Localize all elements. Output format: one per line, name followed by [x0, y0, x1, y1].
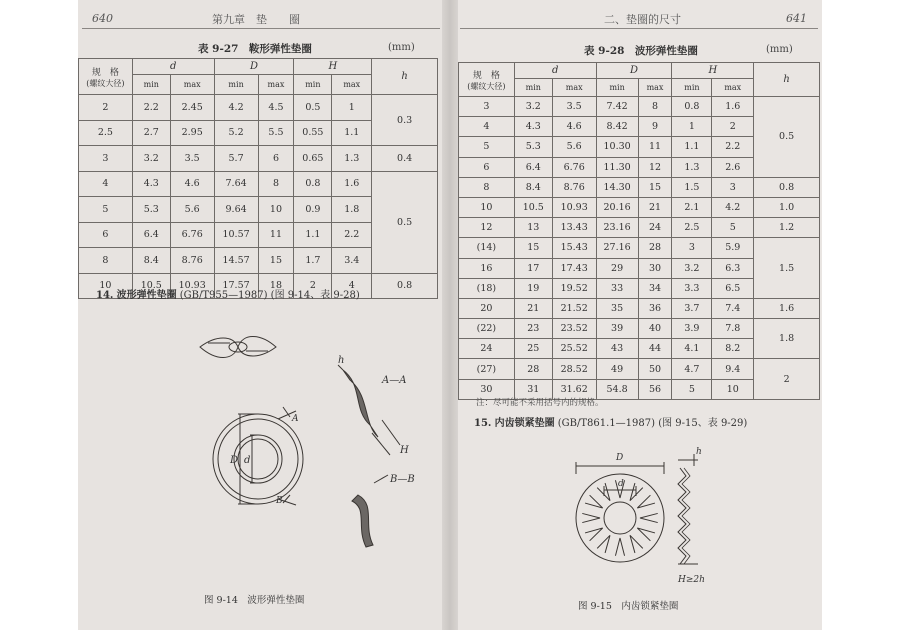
table-cell: 7.64: [214, 171, 258, 197]
figure-label-aa: A—A: [382, 375, 407, 386]
table-cell: 15: [258, 248, 294, 274]
table-cell: 8.42: [596, 117, 638, 137]
left-header-h: h: [372, 59, 438, 95]
table-row: [459, 359, 820, 379]
table-cell-h: 1.5: [754, 238, 820, 299]
table-cell: 14.30: [596, 177, 638, 197]
table-cell-h: 0.5: [372, 171, 438, 273]
table-row: [459, 197, 820, 217]
table-cell-h: 1.8: [754, 319, 820, 359]
table-cell-h: 2: [754, 359, 820, 399]
table-cell: 9.4: [712, 359, 754, 379]
left-table-title: 表 9-27 鞍形弹性垫圈: [198, 43, 312, 55]
table-cell: 2.5: [672, 218, 712, 238]
table-cell: 4.3: [514, 117, 552, 137]
section-bb-view: [352, 475, 388, 547]
table-cell: 4: [79, 171, 133, 197]
table-cell: 10.30: [596, 137, 638, 157]
table-cell: 5: [459, 137, 515, 157]
table-cell: 20: [459, 298, 515, 318]
table-row: [79, 95, 438, 121]
right-header-h: h: [754, 63, 820, 97]
left-header-d: d: [132, 59, 214, 75]
table-cell: 2.1: [672, 197, 712, 217]
table-cell: 6.5: [712, 278, 754, 298]
right-header-H-min: min: [672, 79, 712, 97]
table-cell: 5.3: [514, 137, 552, 157]
table-cell: 28: [514, 359, 552, 379]
left-table-unit: (mm): [388, 42, 415, 53]
table-cell: 1.3: [332, 146, 372, 172]
table-cell: 34: [638, 278, 672, 298]
table-cell-h: 1.2: [754, 218, 820, 238]
table-cell: 11.30: [596, 157, 638, 177]
left-chapter-header: 第九章 垫 圈: [212, 13, 300, 26]
washer-tooth: [637, 495, 655, 508]
figure-9-14-caption: 图 9-14 波形弹性垫圈: [204, 595, 305, 606]
table-cell-h: 0.4: [372, 146, 438, 172]
table-row: [459, 319, 820, 339]
table-cell: 1.6: [332, 171, 372, 197]
table-cell: 2.2: [132, 95, 170, 121]
table-cell: 1.3: [672, 157, 712, 177]
table-cell: 5.7: [214, 146, 258, 172]
table-cell: 25.52: [552, 339, 596, 359]
wave-washer-front-view: [213, 407, 303, 505]
table-cell: 4.2: [712, 197, 754, 217]
left-header-D-min: min: [214, 75, 258, 95]
right-section-heading: 15. 内齿锁紧垫圈 (GB/T861.1—1987) (图 9-15、表 9-29): [474, 418, 748, 429]
table-cell: 5.9: [712, 238, 754, 258]
table-cell: 5.2: [214, 120, 258, 146]
table-cell: 40: [638, 319, 672, 339]
table-cell: 28: [638, 238, 672, 258]
table-cell: 15: [514, 238, 552, 258]
table-cell: 14.57: [214, 248, 258, 274]
right-header-D-max: max: [638, 79, 672, 97]
table-row: [459, 177, 820, 197]
left-header-H-max: max: [332, 75, 372, 95]
table-cell: 21: [638, 197, 672, 217]
table-row: [459, 97, 820, 117]
figure-label-H: H: [400, 445, 409, 456]
table-cell: 9.64: [214, 197, 258, 223]
table-cell: (18): [459, 278, 515, 298]
washer-tooth: [640, 513, 658, 522]
table-cell: 13: [514, 218, 552, 238]
right-header-D-min: min: [596, 79, 638, 97]
table-cell: 49: [596, 359, 638, 379]
figure15-label-D: D: [616, 453, 624, 463]
table-cell: 7.42: [596, 97, 638, 117]
table-row: [459, 218, 820, 238]
figure-9-15: [558, 440, 798, 590]
table-cell: 5: [672, 379, 712, 399]
washer-tooth: [637, 528, 655, 541]
figure15-label-d: d: [618, 479, 624, 489]
left-page: [78, 0, 442, 630]
table-cell: 6: [79, 222, 133, 248]
table-cell: 1: [332, 95, 372, 121]
table-cell: 2.7: [132, 120, 170, 146]
right-table-unit: (mm): [766, 44, 793, 55]
table-cell: (22): [459, 319, 515, 339]
figure15-label-H: H≥2h: [678, 575, 705, 585]
left-page-number: 640: [92, 12, 113, 25]
table-cell-h: 1.6: [754, 298, 820, 318]
table-cell: 36: [638, 298, 672, 318]
table-cell: 2.5: [79, 120, 133, 146]
table-cell: 10.57: [214, 222, 258, 248]
table-row: [79, 146, 438, 172]
table-cell: 6: [459, 157, 515, 177]
right-section-header: 二、垫圈的尺寸: [604, 13, 681, 26]
table-cell: 19.52: [552, 278, 596, 298]
table-cell: 5.6: [170, 197, 214, 223]
figure-label-D: D: [230, 455, 239, 466]
washer-tooth: [585, 528, 603, 541]
table-cell: 31.62: [552, 379, 596, 399]
right-table-title: 表 9-28 波形弹性垫圈: [584, 45, 698, 57]
table-cell: 2: [79, 95, 133, 121]
table-cell: 10: [79, 273, 133, 299]
wave-washer-top-view: [200, 337, 276, 358]
right-table-note: 注：尽可能不采用括号内的规格。: [476, 398, 604, 408]
table-cell: 3.5: [552, 97, 596, 117]
table-cell: 5.5: [258, 120, 294, 146]
table-cell: 1.7: [294, 248, 332, 274]
table-cell: 27.16: [596, 238, 638, 258]
table-cell: 0.9: [294, 197, 332, 223]
right-table: [458, 62, 820, 400]
table-cell: 23: [514, 319, 552, 339]
washer-tooth: [597, 535, 610, 553]
figure-9-15-caption: 图 9-15 内齿锁紧垫圈: [578, 601, 679, 612]
table-cell: 24: [459, 339, 515, 359]
table-cell: 1.1: [672, 137, 712, 157]
table-cell-h: 0.5: [754, 97, 820, 178]
right-header-H: H: [672, 63, 754, 79]
table-cell: 21: [514, 298, 552, 318]
table-cell: 4: [459, 117, 515, 137]
figure-label-h: h: [338, 355, 345, 366]
table-cell: 6.3: [712, 258, 754, 278]
table-cell: 3.2: [514, 97, 552, 117]
right-header-H-max: max: [712, 79, 754, 97]
washer-tooth: [585, 495, 603, 508]
table-cell: 4.7: [672, 359, 712, 379]
left-header-D-max: max: [258, 75, 294, 95]
table-cell: 44: [638, 339, 672, 359]
left-section-heading: 14. 波形弹性垫圈 (GB/T955—1987) (图 9-14、表 9-28): [96, 290, 360, 301]
table-cell: 6: [258, 146, 294, 172]
table-cell: 1.1: [294, 222, 332, 248]
table-cell: 8.2: [712, 339, 754, 359]
table-cell: 1.5: [672, 177, 712, 197]
table-cell: 33: [596, 278, 638, 298]
right-header-spec: 规 格 (螺纹大径): [459, 63, 515, 97]
table-cell: (27): [459, 359, 515, 379]
table-cell: 2.45: [170, 95, 214, 121]
table-cell: 6.4: [514, 157, 552, 177]
table-cell: 4.2: [214, 95, 258, 121]
table-cell: 4.1: [672, 339, 712, 359]
table-cell: 4.6: [170, 171, 214, 197]
left-table: [78, 58, 438, 299]
table-cell: 10.5: [132, 273, 170, 299]
table-cell-h: 1.0: [754, 197, 820, 217]
table-cell: 0.8: [672, 97, 712, 117]
figure-label-d: d: [244, 455, 251, 466]
table-cell: 4.6: [552, 117, 596, 137]
table-cell: 13.43: [552, 218, 596, 238]
table-cell: 3: [712, 177, 754, 197]
table-cell: 12: [459, 218, 515, 238]
right-header-d-max: max: [552, 79, 596, 97]
table-cell: 30: [459, 379, 515, 399]
table-cell: 8: [258, 171, 294, 197]
table-cell: 1.6: [712, 97, 754, 117]
table-cell: 4: [332, 273, 372, 299]
washer-tooth: [615, 538, 624, 556]
table-cell: 23.16: [596, 218, 638, 238]
table-cell: 3: [672, 238, 712, 258]
table-cell: 2.95: [170, 120, 214, 146]
table-cell: 1.8: [332, 197, 372, 223]
table-cell: 6.76: [170, 222, 214, 248]
table-cell: 10.5: [514, 197, 552, 217]
table-cell: 6.4: [132, 222, 170, 248]
table-cell: 35: [596, 298, 638, 318]
table-cell: 56: [638, 379, 672, 399]
table-cell: 17: [514, 258, 552, 278]
table-cell: 11: [638, 137, 672, 157]
book-gutter: [442, 0, 458, 630]
table-cell: 10: [459, 197, 515, 217]
table-cell: 17.43: [552, 258, 596, 278]
table-cell: (14): [459, 238, 515, 258]
lock-washer-side-view: [678, 454, 698, 564]
table-cell: 5.6: [552, 137, 596, 157]
table-cell: 10.93: [170, 273, 214, 299]
table-cell: 5: [79, 197, 133, 223]
left-header-H-min: min: [294, 75, 332, 95]
table-cell: 1: [672, 117, 712, 137]
table-cell: 0.55: [294, 120, 332, 146]
table-cell: 7.8: [712, 319, 754, 339]
table-cell: 3: [459, 97, 515, 117]
table-cell: 10.93: [552, 197, 596, 217]
table-cell: 15.43: [552, 238, 596, 258]
table-cell: 19: [514, 278, 552, 298]
table-cell: 17.57: [214, 273, 258, 299]
table-cell: 2: [294, 273, 332, 299]
table-cell: 15: [638, 177, 672, 197]
table-cell: 31: [514, 379, 552, 399]
table-cell: 50: [638, 359, 672, 379]
table-cell: 3.5: [170, 146, 214, 172]
table-cell: 3.3: [672, 278, 712, 298]
table-cell: 6.76: [552, 157, 596, 177]
table-cell: 1.1: [332, 120, 372, 146]
table-cell: 12: [638, 157, 672, 177]
table-cell: 11: [258, 222, 294, 248]
table-cell-h: 0.8: [372, 273, 438, 299]
table-cell: 8.4: [514, 177, 552, 197]
table-cell: 9: [638, 117, 672, 137]
right-page-number: 641: [786, 12, 807, 25]
table-row: [459, 298, 820, 318]
table-cell: 16: [459, 258, 515, 278]
figure15-label-h: h: [696, 447, 702, 457]
table-cell: 3.2: [132, 146, 170, 172]
table-cell: 3.4: [332, 248, 372, 274]
table-cell: 2: [712, 117, 754, 137]
table-cell: 10: [712, 379, 754, 399]
table-cell: 39: [596, 319, 638, 339]
right-header-d: d: [514, 63, 596, 79]
table-cell: 5.3: [132, 197, 170, 223]
table-cell: 0.5: [294, 95, 332, 121]
table-cell: 0.8: [294, 171, 332, 197]
table-cell: 4.3: [132, 171, 170, 197]
right-header-rule: [460, 28, 818, 29]
right-page: [458, 0, 822, 630]
table-row: [459, 238, 820, 258]
table-cell: 3: [79, 146, 133, 172]
table-cell: 7.4: [712, 298, 754, 318]
table-cell: 23.52: [552, 319, 596, 339]
table-cell-h: 0.8: [754, 177, 820, 197]
table-cell: 8.76: [552, 177, 596, 197]
table-cell: 8: [638, 97, 672, 117]
table-cell: 29: [596, 258, 638, 278]
table-cell-h: 0.3: [372, 95, 438, 146]
figure-label-a: A: [292, 414, 299, 424]
table-cell: 18: [258, 273, 294, 299]
table-cell: 30: [638, 258, 672, 278]
table-cell: 3.7: [672, 298, 712, 318]
table-cell: 25: [514, 339, 552, 359]
right-header-d-min: min: [514, 79, 552, 97]
left-header-rule: [82, 28, 440, 29]
table-cell: 8.76: [170, 248, 214, 274]
table-cell: 3.2: [672, 258, 712, 278]
table-cell: 8.4: [132, 248, 170, 274]
washer-tooth: [630, 535, 643, 553]
table-cell: 20.16: [596, 197, 638, 217]
figure-9-14: [138, 325, 438, 565]
washer-tooth: [582, 513, 600, 522]
lock-washer-front-view: [576, 462, 664, 562]
table-cell: 3.9: [672, 319, 712, 339]
table-cell: 10: [258, 197, 294, 223]
left-header-d-max: max: [170, 75, 214, 95]
table-cell: 8: [79, 248, 133, 274]
table-cell: 28.52: [552, 359, 596, 379]
table-cell: 24: [638, 218, 672, 238]
table-cell: 0.65: [294, 146, 332, 172]
table-cell: 8: [459, 177, 515, 197]
table-cell: 2.2: [332, 222, 372, 248]
table-cell: 43: [596, 339, 638, 359]
table-row: [79, 171, 438, 197]
table-cell: 21.52: [552, 298, 596, 318]
left-header-d-min: min: [132, 75, 170, 95]
table-cell: 2.6: [712, 157, 754, 177]
left-header-spec: 规 格 (螺纹大径): [79, 59, 133, 95]
table-cell: 5: [712, 218, 754, 238]
table-cell: 4.5: [258, 95, 294, 121]
figure-label-bb: B—B: [390, 474, 415, 485]
left-header-H: H: [294, 59, 372, 75]
figure-label-b: B: [276, 496, 283, 506]
table-cell: 2.2: [712, 137, 754, 157]
left-header-D: D: [214, 59, 294, 75]
table-cell: 54.8: [596, 379, 638, 399]
right-header-D: D: [596, 63, 672, 79]
